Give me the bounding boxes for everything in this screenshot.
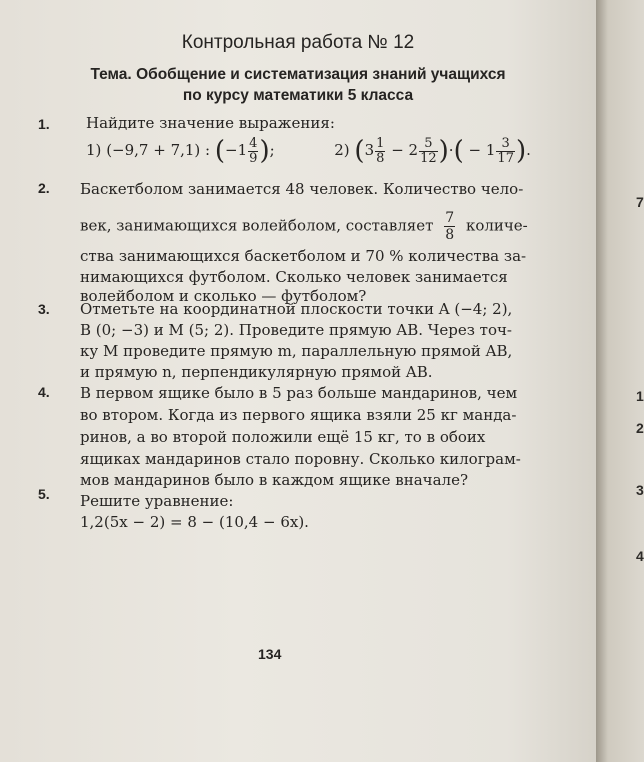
expr-2-c-sign: − <box>468 141 482 159</box>
task-2-line-2-text: век, занимающихся волейболом, составляет <box>80 216 434 235</box>
task-2-line-2 <box>80 210 528 243</box>
expr-1-sign: − <box>225 141 238 159</box>
fraction <box>419 137 438 166</box>
task-2-line-5: волейболом и сколько — футболом? <box>80 287 367 305</box>
numerator: 4 <box>249 135 258 151</box>
theme-heading <box>0 64 596 106</box>
task-5-equation: 1,2(5x − 2) = 8 − (10,4 − 6x). <box>80 513 309 531</box>
expr-1-lhs: (−9,7 + 7,1) : <box>106 141 211 159</box>
paren-open: ( <box>214 136 226 166</box>
fraction <box>444 210 455 243</box>
task-number-2: 2. <box>38 180 50 196</box>
numerator: 1 <box>376 135 385 151</box>
theme-line-1: Обобщение и систематизация знаний учащихся <box>136 66 506 83</box>
margin-number: 7 <box>636 194 644 210</box>
theme-line-2: по курсу математики 5 класса <box>182 87 414 104</box>
denominator: 8 <box>376 150 385 166</box>
margin-number: 2 <box>636 420 644 436</box>
expr-1-end: ; <box>269 141 275 159</box>
page-number: 134 <box>258 646 282 662</box>
expr-2-c-whole: 1 <box>485 141 496 159</box>
paren-open: ( <box>354 136 365 166</box>
fraction <box>496 137 515 166</box>
task-3-line-2: B (0; −3) и M (5; 2). Проведите прямую AB. Через точ- <box>80 321 512 339</box>
task-number-5: 5. <box>38 486 50 502</box>
denominator: 12 <box>420 150 437 166</box>
task-number-1: 1. <box>38 116 50 132</box>
task-2-line-3: ства занимающихся баскетболом и 70 % количества за- <box>80 247 527 265</box>
page-title: Контрольная работа № 12 <box>181 32 415 53</box>
task-2-line-1: Баскетболом занимается 48 человек. Количество чело- <box>80 180 524 198</box>
expr-2-minus: − <box>391 141 404 159</box>
expr-2-end: . <box>526 141 531 159</box>
task-5-line-1: Решите уравнение: <box>80 492 234 510</box>
denominator: 17 <box>497 150 514 166</box>
fraction <box>248 137 258 166</box>
task-1-intro: Найдите значение выражения: <box>86 114 335 132</box>
task-1-expressions <box>86 136 531 166</box>
paren-close: ) <box>259 136 270 166</box>
theme-label: Тема. <box>90 66 132 83</box>
expr-2-b-whole: 2 <box>408 141 419 159</box>
task-3-line-1: Отметьте на координатной плоскости точки A (−4; 2), <box>80 300 513 318</box>
denominator: 9 <box>249 150 258 166</box>
task-3-line-3: ку M проведите прямую m, параллельную прямой AB, <box>80 342 513 360</box>
numerator: 5 <box>419 137 438 152</box>
task-4-line-2: во втором. Когда из первого ящика взяли 25 кг манда- <box>80 406 517 424</box>
numerator: 3 <box>496 137 515 152</box>
task-number-3: 3. <box>38 301 50 317</box>
task-4-line-5: мов мандаринов было в каждом ящике вначале? <box>80 471 468 489</box>
expr-2-label: 2) <box>334 141 350 159</box>
task-2-line-4: нимающихся футболом. Сколько человек занимается <box>80 268 508 286</box>
paren-close: ) <box>438 136 449 166</box>
expr-1-label: 1) <box>86 141 102 159</box>
numerator: 7 <box>445 210 455 226</box>
task-4-line-4: ящиках мандаринов стало поровну. Сколько килограм- <box>80 450 521 468</box>
adjacent-page-edge <box>596 0 644 762</box>
task-3-line-4: и прямую n, перпендикулярную прямой AB. <box>80 363 433 381</box>
margin-number: 1 <box>636 388 644 404</box>
paren-close: ) <box>515 136 527 166</box>
task-4-line-1: В первом ящике было в 5 раз больше мандаринов, чем <box>80 384 518 402</box>
expr-2-dot: · <box>448 141 454 159</box>
margin-number: 4 <box>636 548 644 564</box>
denominator: 8 <box>445 227 455 243</box>
task-2-line-2-end: количе- <box>465 216 528 235</box>
expr-1-whole: 1 <box>237 141 248 159</box>
paren-open: ( <box>453 136 464 166</box>
margin-number: 3 <box>636 482 644 498</box>
fraction <box>375 137 385 166</box>
expr-2-a-whole: 3 <box>364 141 375 159</box>
task-4-line-3: ринов, а во второй положили ещё 15 кг, то в обоих <box>80 428 486 446</box>
task-number-4: 4. <box>38 384 50 400</box>
